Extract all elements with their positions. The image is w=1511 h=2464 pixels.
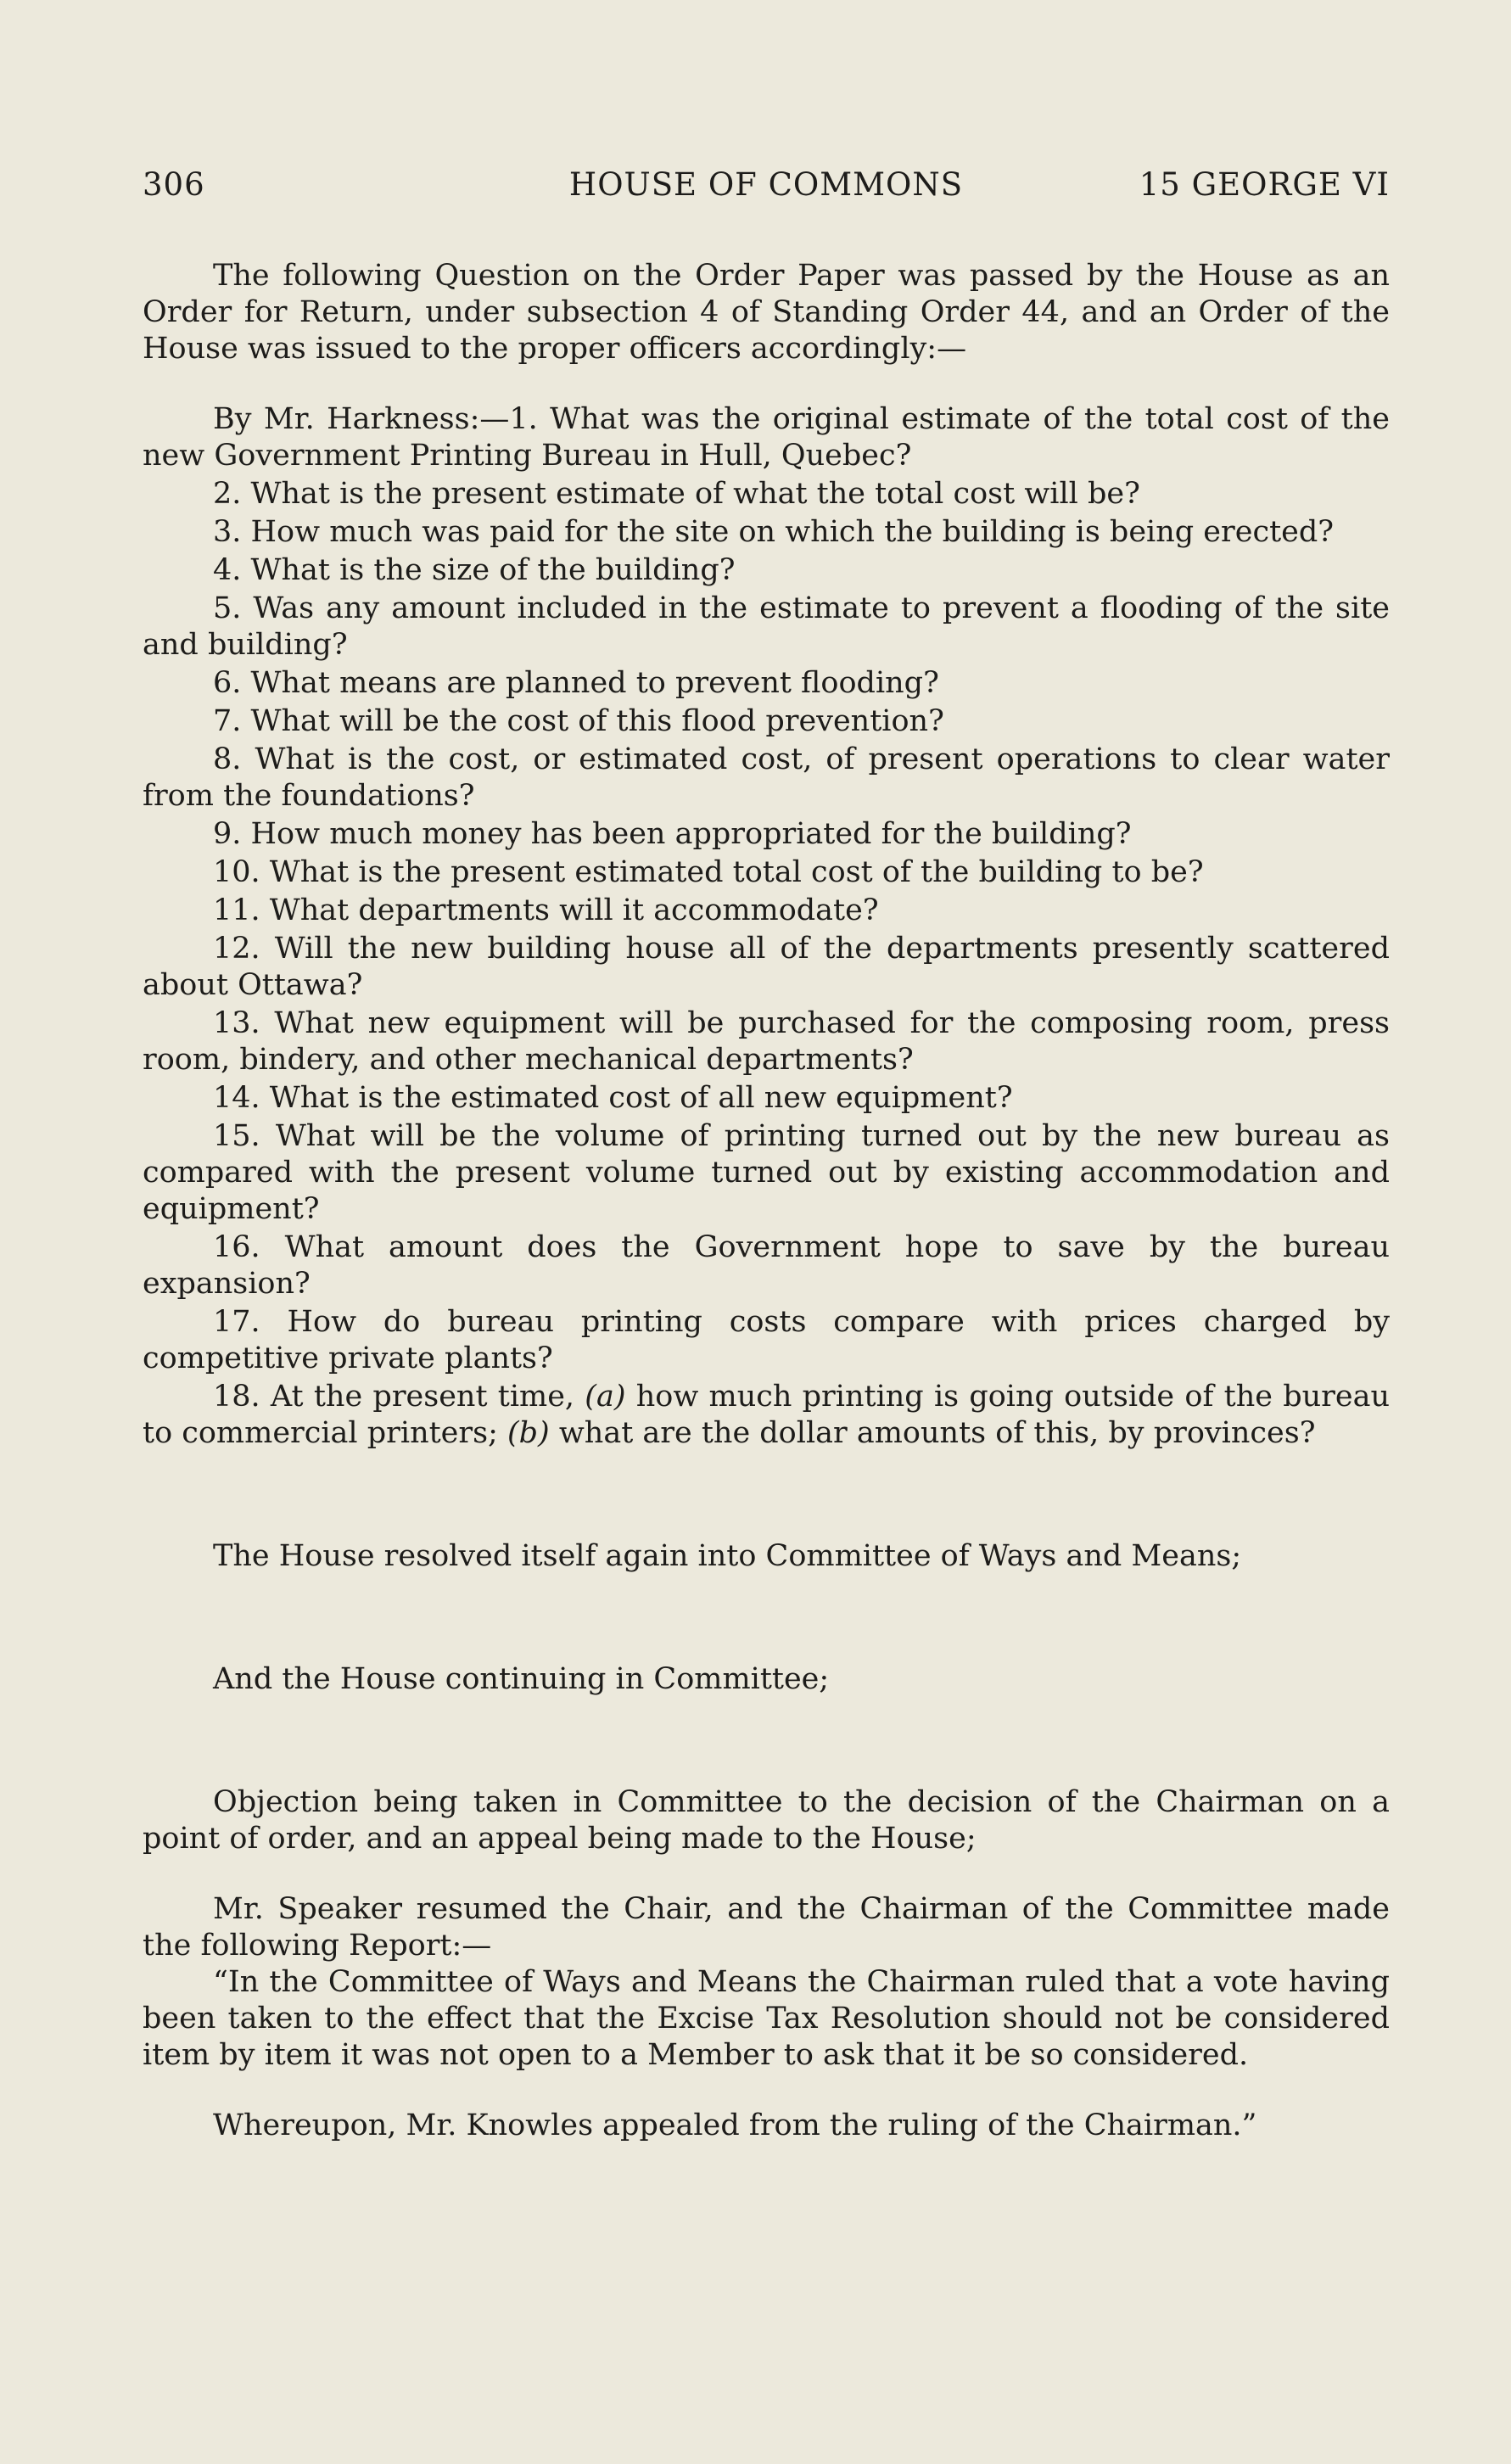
question-item: 11. What departments will it accommodate? — [213, 893, 879, 927]
running-head — [143, 166, 1390, 207]
page-title: HOUSE OF COMMONS — [568, 166, 964, 203]
question-item: 4. What is the size of the building? — [213, 553, 736, 587]
question-item: 13. What new equipment will be purchased for the composing room, press room, bindery, and other mechanical departments? — [143, 1006, 1390, 1077]
order-for-return-intro: The following Question on the Order Paper was passed by the House as an Order for Return, under subsection 4 of Standing Order 44, and an Order of the House was issued to the proper officers accordingly:— — [143, 259, 1390, 366]
page-body — [143, 258, 1390, 2144]
question-item: 8. What is the cost, or estimated cost, of present operations to clear water from the foundations? — [143, 742, 1390, 813]
chairman-report: “In the Committee of Ways and Means the Chairman ruled that a vote having been taken to the effect that the Excise Tax Resolution should not be considered item by item it was not open to a Member to ask that it be so considered. — [143, 1965, 1390, 2072]
question-item: 16. What amount does the Government hope to save by the bureau expansion? — [143, 1230, 1390, 1301]
question-item: 5. Was any amount included in the estimate to prevent a flooding of the site and building? — [143, 591, 1390, 662]
question-item: 7. What will be the cost of this flood prevention? — [213, 704, 944, 738]
question-item: 10. What is the present estimated total cost of the building to be? — [213, 855, 1204, 889]
question-item: 6. What means are planned to prevent flooding? — [213, 666, 939, 700]
question-item: 14. What is the estimated cost of all new equipment? — [213, 1081, 1013, 1115]
regnal-year: 15 GEORGE VI — [1139, 166, 1390, 203]
speaker-paragraph: Mr. Speaker resumed the Chair, and the Chairman of the Committee made the following Report:— — [143, 1892, 1390, 1963]
question-item: 17. How do bureau printing costs compare with prices charged by competitive private plants? — [143, 1305, 1390, 1375]
question-item-18: 18. At the present time, (a) how much printing is going outside of the bureau to commercial printers; (b) what are the dollar amounts of this, by provinces? — [143, 1380, 1390, 1450]
question-item: 15. What will be the volume of printing turned out by the new bureau as compared with the present volume turned out by existing accommodation and equipment? — [143, 1119, 1390, 1226]
page-number: 306 — [143, 166, 205, 203]
question-item: 9. How much money has been appropriated for the building? — [213, 817, 1132, 851]
question-item: 2. What is the present estimate of what the total cost will be? — [213, 477, 1140, 511]
question-item: By Mr. Harkness:—1. What was the original estimate of the total cost of the new Government Printing Bureau in Hull, Quebec? — [143, 402, 1390, 473]
committee-continuing: And the House continuing in Committee; — [213, 1662, 830, 1696]
question-list — [143, 401, 1390, 1452]
objection-paragraph: Objection being taken in Committee to the decision of the Chairman on a point of order, and an appeal being made to the House; — [143, 1785, 1390, 1856]
committee-resolved: The House resolved itself again into Committee of Ways and Means; — [213, 1539, 1242, 1573]
question-item: 3. How much was paid for the site on which the building is being erected? — [213, 515, 1335, 549]
question-item: 12. Will the new building house all of the departments presently scattered about Ottawa? — [143, 932, 1390, 1002]
appeal-paragraph: Whereupon, Mr. Knowles appealed from the ruling of the Chairman.” — [213, 2108, 1257, 2142]
